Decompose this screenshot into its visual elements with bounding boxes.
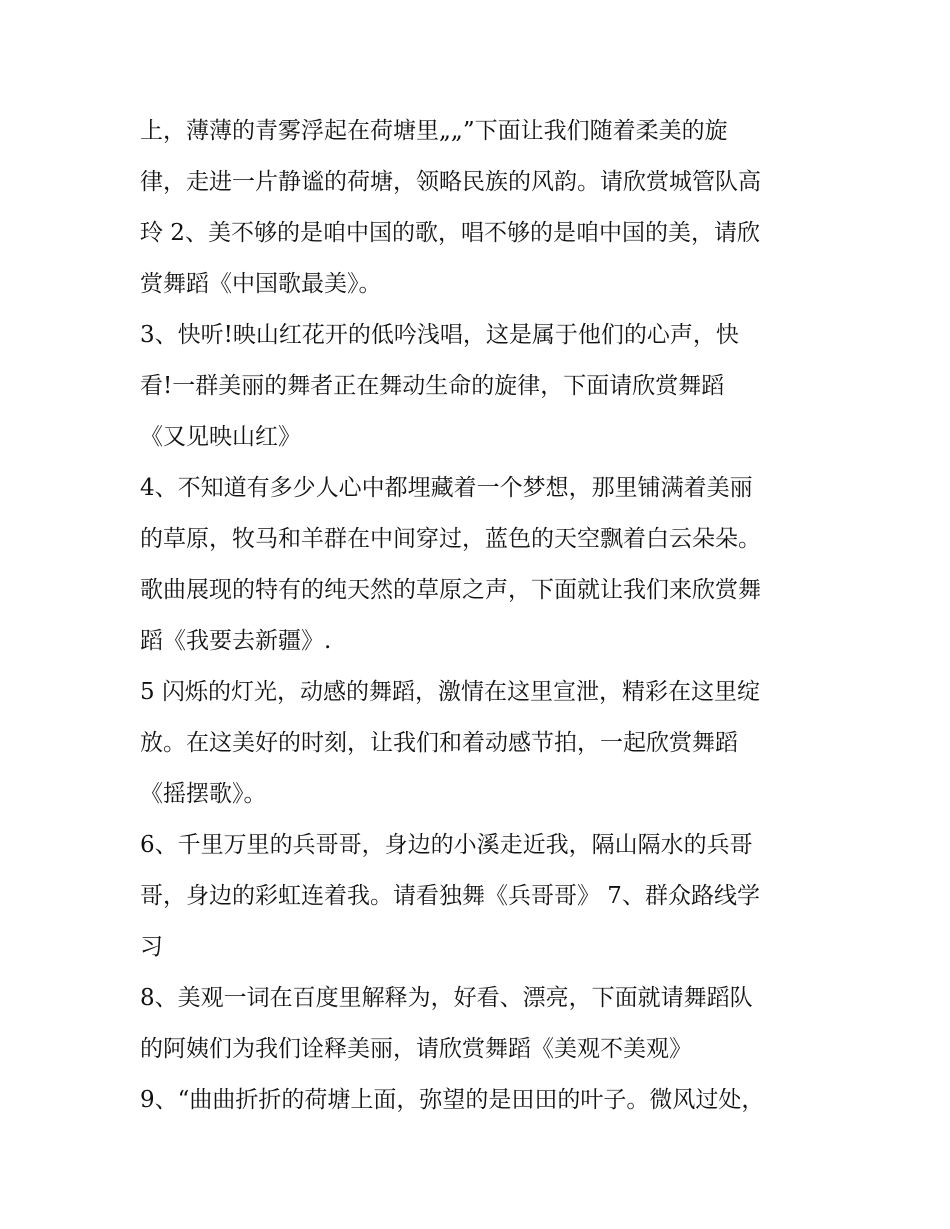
text-line: 放。在这美好的时刻，让我们和着动感节拍，一起欣赏舞蹈 xyxy=(140,730,738,756)
document-body xyxy=(140,106,820,1126)
text-line: 赏舞蹈《中国歌最美》。 xyxy=(140,271,382,297)
text-line: 《摇摆歌》。 xyxy=(140,781,267,807)
text-line: 律，走进一片静谧的荷塘，领略民族的风韵。请欣赏城管队高 xyxy=(140,169,761,195)
text-line: 8、美观一词在百度里解释为，好看、漂亮，下面就请舞蹈队 xyxy=(140,985,753,1011)
text-line: 上，薄薄的青雾浮起在荷塘里„„”下面让我们随着柔美的旋 xyxy=(140,118,728,144)
text-line: 玲 2、美不够的是咱中国的歌，唱不够的是咱中国的美，请欣 xyxy=(140,220,760,246)
text-line: 哥，身边的彩虹连着我。请看独舞《兵哥哥》 7、群众路线学 xyxy=(140,883,760,909)
text-line: 的阿姨们为我们诠释美丽，请欣赏舞蹈《美观不美观》 xyxy=(140,1036,692,1062)
text-line: 4、不知道有多少人心中都埋藏着一个梦想，那里铺满着美丽 xyxy=(140,475,753,501)
text-line: 3、快听!映山红花开的低吟浅唱，这是属于他们的心声，快 xyxy=(140,322,739,348)
text-line: 歌曲展现的特有的纯天然的草原之声，下面就让我们来欣赏舞 xyxy=(140,577,761,603)
text-line: 9、“曲曲折折的荷塘上面，弥望的是田田的叶子。微风过处， xyxy=(140,1087,765,1113)
text-line: 的草原，牧马和羊群在中间穿过，蓝色的天空飘着白云朵朵。 xyxy=(140,526,761,552)
text-line: 蹈《我要去新疆》. xyxy=(140,628,332,654)
text-line: 5 闪烁的灯光，动感的舞蹈，激情在这里宣泄，精彩在这里绽 xyxy=(140,679,760,705)
text-line: 6、千里万里的兵哥哥，身边的小溪走近我，隔山隔水的兵哥 xyxy=(140,832,753,858)
text-line: 看!一群美丽的舞者正在舞动生命的旋律，下面请欣赏舞蹈 xyxy=(140,373,725,399)
text-line: 习 xyxy=(140,934,163,960)
text-line: 《又见映山红》 xyxy=(140,424,301,450)
